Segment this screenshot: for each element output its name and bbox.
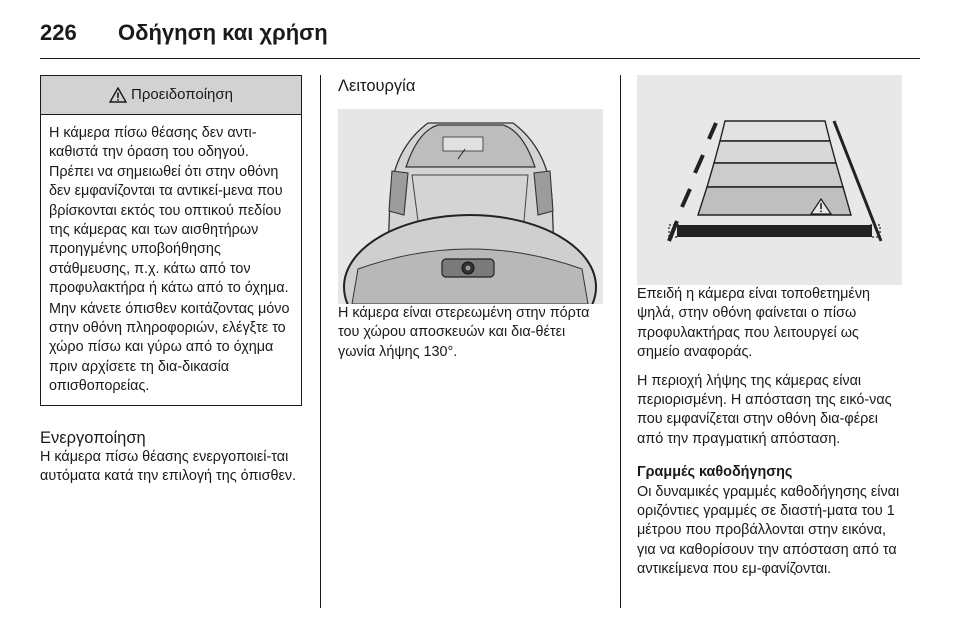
activation-text: Η κάμερα πίσω θέασης ενεργοποιεί-ται αυτόματα κατά την επιλογή της όπισθεν. <box>40 448 297 485</box>
car-rear-camera-drawing <box>338 109 603 304</box>
col3-paragraph-2: Η περιοχή λήψης της κάμερας είναι περιορισμένη. Η απόσταση της εικό-νας που εμφανίζεται στην οθόνη δια-φέρει από την πραγματική απόσταση. <box>637 372 892 447</box>
page-header <box>40 14 920 62</box>
col3-paragraph-1: Επειδή η κάμερα είναι τοποθετημένη ψηλά, στην οθόνη φαίνεται ο πίσω προφυλακτήρας που λειτουργεί ως σημείο αναφοράς. <box>637 286 871 361</box>
warning-title-bar <box>41 76 301 115</box>
camera-guidelines-drawing <box>637 75 902 285</box>
column-middle <box>338 75 603 362</box>
operation-heading: Λειτουργία <box>338 77 416 95</box>
column-divider-right <box>620 75 621 608</box>
warning-triangle-icon <box>109 87 127 103</box>
column-right <box>637 75 902 580</box>
warning-body <box>41 115 301 405</box>
camera-caption: Η κάμερα είναι στερεωμένη στην πόρτα του χώρου αποσκευών και δια-θέτει γωνία λήψης 130°. <box>338 305 590 360</box>
camera-location-illustration <box>338 109 603 304</box>
guidelines-text: Οι δυναμικές γραμμές καθοδήγησης είναι οριζόντιες γραμμές σε διαστή-ματα του 1 μέτρου που προβάλλονται στην εικόνα, για να καθορίσουν την απόσταση από τα αντικείμενα που εμ-φανίζονται. <box>637 483 900 578</box>
header-rule <box>40 58 920 59</box>
activation-heading: Ενεργοποίηση <box>40 428 146 447</box>
warning-title: Προειδοποίηση <box>131 86 233 104</box>
guidelines-screen-illustration <box>637 75 902 285</box>
page-number: 226 <box>40 20 77 45</box>
column-left <box>40 75 302 487</box>
column-divider-left <box>320 75 321 608</box>
warning-paragraph: Η κάμερα πίσω θέασης δεν αντι-καθιστά την όραση του οδηγού. Πρέπει να σημειωθεί ότι στην οθόνη δεν εμφανίζονται τα αντικεί-μενα που βρίσκονται εκτός του οπτικού πεδίου της κάμερας και των αισθητήρων προηγμένης υποβοήθησης στάθμευσης, π.χ. κάτω από τον προφυλακτήρα ή κάτω από το όχημα. <box>49 125 289 297</box>
guidelines-heading: Γραμμές καθοδήγησης <box>637 464 793 481</box>
warning-box <box>40 75 302 406</box>
warning-paragraph: Μην κάνετε όπισθεν κοιτάζοντας μόνο στην οθόνη πληροφοριών, ελέγξτε το χώρο πίσω και γύρω από το όχημα πριν αρχίσετε τη δια-δικασία οπισθοπορείας. <box>49 300 290 395</box>
page-title: Οδήγηση και χρήση <box>118 20 328 45</box>
